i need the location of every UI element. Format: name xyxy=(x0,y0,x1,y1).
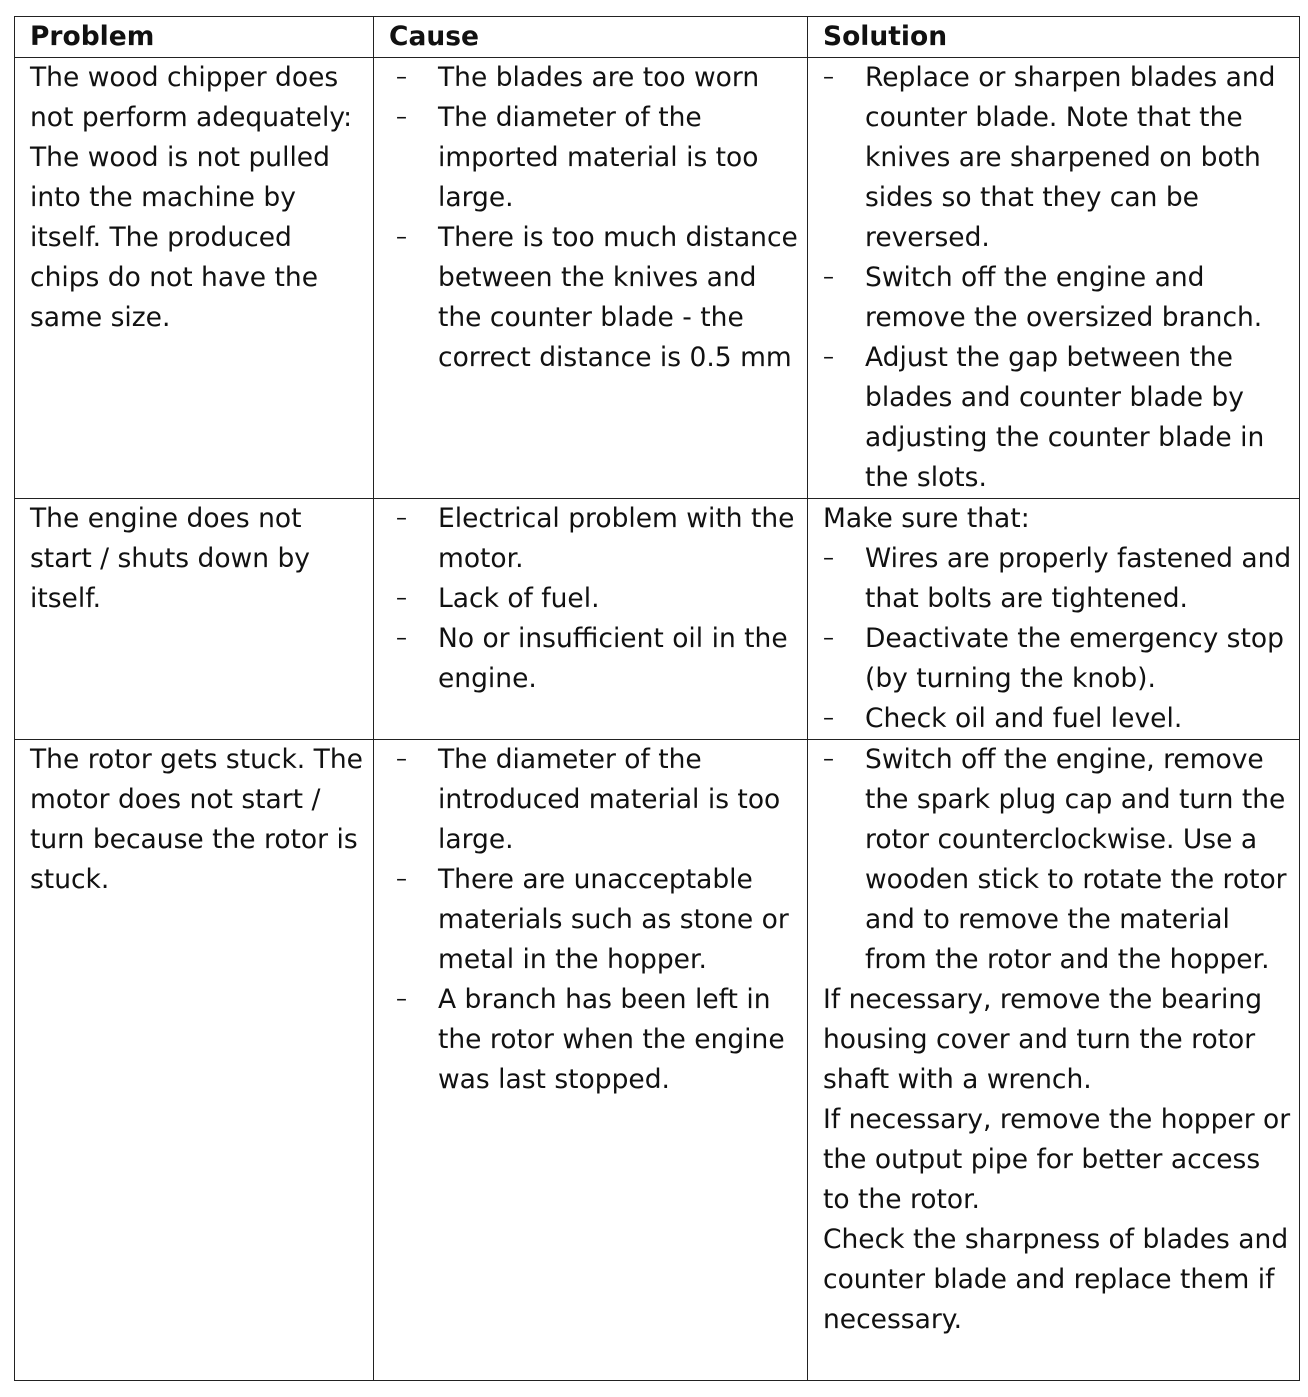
cause-list xyxy=(396,499,801,699)
dash-bullet: – xyxy=(396,506,407,531)
cause-cell xyxy=(374,740,808,1381)
dash-bullet: – xyxy=(823,626,834,651)
dash-bullet: – xyxy=(396,586,407,611)
problem-cell: The rotor gets stuck. The motor does not start / turn because the rotor is stuck. xyxy=(15,740,374,1381)
table-row xyxy=(15,499,1300,740)
solution-item xyxy=(823,338,1293,498)
solution-item xyxy=(823,699,1293,739)
solution-item xyxy=(823,58,1293,258)
solution-cell xyxy=(808,740,1300,1381)
solution-paragraph: If necessary, remove the bearing housing cover and turn the rotor shaft with a wrench. xyxy=(823,984,1263,1095)
header-problem: Problem xyxy=(15,17,374,58)
troubleshooting-table xyxy=(14,16,1300,1381)
cause-text: The diameter of the introduced material is too large. xyxy=(438,744,781,855)
solution-paragraph: Check the sharpness of blades and counter blade and replace them if necessary. xyxy=(823,1224,1289,1335)
header-row xyxy=(15,17,1300,58)
dash-bullet: – xyxy=(823,747,834,772)
dash-bullet: – xyxy=(396,987,407,1012)
cause-text: No or insufficient oil in the engine. xyxy=(438,623,788,694)
cause-text: A branch has been left in the rotor when the engine was last stopped. xyxy=(438,984,785,1095)
dash-bullet: – xyxy=(396,65,407,90)
solution-cell xyxy=(808,499,1300,740)
dash-bullet: – xyxy=(396,626,407,651)
cause-text: There is too much distance between the knives and the counter blade - the correct distance is 0.5 mm xyxy=(438,222,798,373)
dash-bullet: – xyxy=(396,105,407,130)
solution-item xyxy=(823,258,1293,338)
solution-item xyxy=(823,740,1293,980)
problem-cell: The engine does not start / shuts down by itself. xyxy=(15,499,374,740)
dash-bullet: – xyxy=(396,225,407,250)
cause-item xyxy=(396,98,801,218)
cause-text: There are unacceptable materials such as stone or metal in the hopper. xyxy=(438,864,789,975)
dash-bullet: – xyxy=(823,546,834,571)
cause-cell xyxy=(374,58,808,499)
cause-cell xyxy=(374,499,808,740)
header-solution: Solution xyxy=(808,17,1300,58)
cause-item xyxy=(396,218,801,378)
solution-text: Switch off the engine, remove the spark plug cap and turn the rotor counterclockwise. Use a wooden stick to rotate the rotor and to remove the material from the rotor and the hopper. xyxy=(865,744,1287,975)
solution-text: Wires are properly fastened and that bolts are tightened. xyxy=(865,543,1292,614)
solution-text: Switch off the engine and remove the oversized branch. xyxy=(865,262,1263,333)
solution-list xyxy=(823,539,1293,739)
cause-text: The blades are too worn xyxy=(438,62,760,93)
solution-item xyxy=(823,539,1293,619)
solution-text: Deactivate the emergency stop (by turning the knob). xyxy=(865,623,1284,694)
solution-intro: Make sure that: xyxy=(823,503,1030,534)
solution-list xyxy=(823,740,1293,980)
problem-cell: The wood chipper does not perform adequately: The wood is not pulled into the machine by itself. The produced chips do not have the same size. xyxy=(15,58,374,499)
dash-bullet: – xyxy=(823,706,834,731)
cause-item xyxy=(396,58,801,98)
dash-bullet: – xyxy=(396,867,407,892)
dash-bullet: – xyxy=(823,65,834,90)
table-row xyxy=(15,58,1300,499)
header-cause: Cause xyxy=(374,17,808,58)
cause-text: Lack of fuel. xyxy=(438,583,600,614)
cause-item xyxy=(396,860,801,980)
cause-list xyxy=(396,58,801,378)
solution-list xyxy=(823,58,1293,498)
cause-item xyxy=(396,619,801,699)
cause-item xyxy=(396,499,801,579)
solution-item xyxy=(823,619,1293,699)
dash-bullet: – xyxy=(396,747,407,772)
cause-text: The diameter of the imported material is too large. xyxy=(438,102,759,213)
solution-text: Check oil and fuel level. xyxy=(865,703,1183,734)
solution-paragraph: If necessary, remove the hopper or the output pipe for better access to the rotor. xyxy=(823,1104,1291,1215)
table-row xyxy=(15,740,1300,1381)
cause-text: Electrical problem with the motor. xyxy=(438,503,795,574)
cause-item xyxy=(396,579,801,619)
dash-bullet: – xyxy=(823,345,834,370)
solution-cell xyxy=(808,58,1300,499)
dash-bullet: – xyxy=(823,265,834,290)
cause-item xyxy=(396,740,801,860)
solution-text: Adjust the gap between the blades and counter blade by adjusting the counter blade in the slots. xyxy=(865,342,1265,493)
cause-list xyxy=(396,740,801,1100)
cause-item xyxy=(396,980,801,1100)
solution-text: Replace or sharpen blades and counter blade. Note that the knives are sharpened on both sides so that they can be reversed. xyxy=(865,62,1276,253)
